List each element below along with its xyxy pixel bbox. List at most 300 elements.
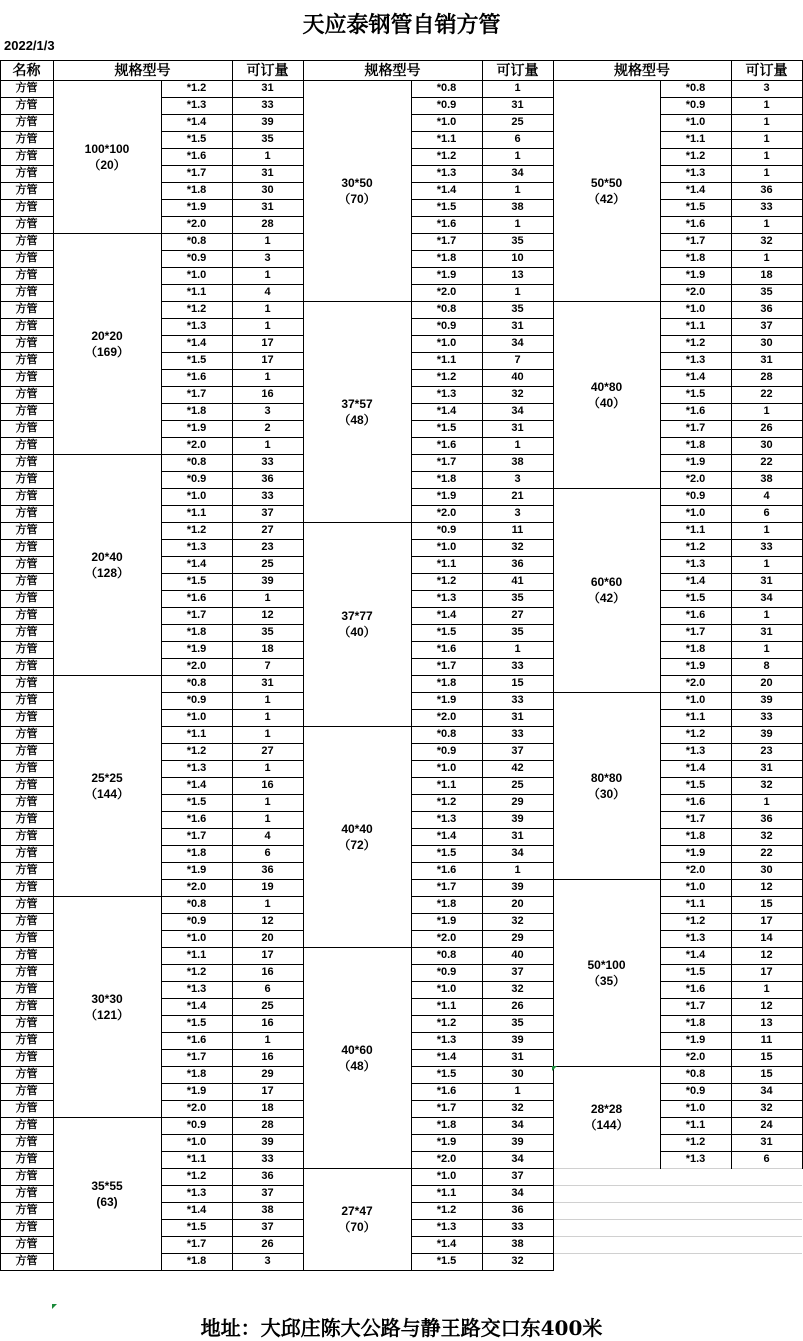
grid-line bbox=[0, 403, 53, 404]
qty-cell: 6 bbox=[763, 507, 770, 519]
thickness-cell: *2.0 bbox=[186, 660, 207, 672]
thickness-cell: *1.5 bbox=[685, 201, 706, 213]
qty-cell: 30 bbox=[760, 864, 773, 876]
qty-cell: 18 bbox=[760, 269, 773, 281]
grid-line-empty bbox=[553, 1219, 802, 1220]
thickness-cell: *1.3 bbox=[186, 762, 207, 774]
thickness-cell: *1.0 bbox=[436, 337, 457, 349]
qty-cell: 17 bbox=[261, 354, 274, 366]
spec-size: 80*80 bbox=[590, 770, 623, 785]
qty-cell: 31 bbox=[261, 82, 274, 94]
qty-cell: 38 bbox=[511, 456, 524, 468]
thickness-cell: *1.6 bbox=[186, 1034, 207, 1046]
grid-line bbox=[0, 998, 53, 999]
qty-cell: 32 bbox=[511, 983, 524, 995]
qty-cell: 37 bbox=[261, 507, 274, 519]
thickness-cell: *0.8 bbox=[186, 235, 207, 247]
qty-cell: 13 bbox=[511, 269, 524, 281]
spec-size: 40*80 bbox=[590, 379, 623, 394]
qty-cell: 31 bbox=[760, 762, 773, 774]
qty-cell: 12 bbox=[261, 915, 274, 927]
thickness-cell: *1.3 bbox=[186, 1187, 207, 1199]
thickness-cell: *1.9 bbox=[436, 490, 457, 502]
qty-cell: 31 bbox=[511, 99, 524, 111]
header-spec: 规格型号 bbox=[114, 62, 171, 78]
grid-line bbox=[0, 675, 53, 676]
thickness-cell: *1.7 bbox=[186, 830, 207, 842]
grid-line bbox=[553, 60, 554, 1271]
thickness-cell: *1.9 bbox=[685, 847, 706, 859]
thickness-cell: *1.6 bbox=[685, 609, 706, 621]
qty-cell: 36 bbox=[261, 864, 274, 876]
qty-cell: 32 bbox=[511, 388, 524, 400]
qty-cell: 3 bbox=[514, 507, 521, 519]
grid-line bbox=[0, 131, 53, 132]
qty-cell: 1 bbox=[763, 218, 770, 230]
qty-cell: 26 bbox=[261, 1238, 274, 1250]
qty-cell: 3 bbox=[514, 473, 521, 485]
cell-comment-marker bbox=[552, 1066, 557, 1071]
spec-cell bbox=[53, 675, 161, 896]
row-name: 方管 bbox=[15, 1051, 38, 1063]
row-name: 方管 bbox=[15, 745, 38, 757]
spec-size: 30*50 bbox=[341, 175, 373, 190]
thickness-cell: *1.7 bbox=[436, 660, 457, 672]
thickness-cell: *1.5 bbox=[186, 796, 207, 808]
thickness-cell: *1.8 bbox=[186, 405, 207, 417]
grid-line bbox=[0, 556, 53, 557]
qty-cell: 33 bbox=[760, 711, 773, 723]
thickness-cell: *1.4 bbox=[436, 609, 457, 621]
qty-cell: 28 bbox=[261, 1119, 274, 1131]
grid-line bbox=[0, 964, 53, 965]
thickness-cell: *0.8 bbox=[436, 303, 457, 315]
thickness-cell: *1.6 bbox=[685, 405, 706, 417]
header-spec: 规格型号 bbox=[614, 62, 670, 78]
thickness-cell: *2.0 bbox=[685, 864, 706, 876]
row-name: 方管 bbox=[15, 813, 38, 825]
grid-line bbox=[0, 182, 53, 183]
qty-cell: 1 bbox=[264, 592, 271, 604]
thickness-cell: *1.6 bbox=[186, 592, 207, 604]
thickness-cell: *1.9 bbox=[186, 864, 207, 876]
qty-cell: 31 bbox=[760, 354, 773, 366]
thickness-cell: *1.5 bbox=[186, 1221, 207, 1233]
grid-line bbox=[0, 60, 1, 1271]
thickness-cell: *1.9 bbox=[685, 456, 706, 468]
qty-cell: 33 bbox=[511, 660, 524, 672]
thickness-cell: *1.8 bbox=[685, 439, 706, 451]
grid-line bbox=[53, 675, 161, 676]
spec-size: 40*40 bbox=[341, 821, 373, 836]
thickness-cell: *1.2 bbox=[186, 966, 207, 978]
qty-cell: 17 bbox=[760, 966, 773, 978]
qty-cell: 38 bbox=[760, 473, 773, 485]
spec-size: 20*20 bbox=[91, 328, 123, 343]
thickness-cell: *2.0 bbox=[186, 1102, 207, 1114]
qty-cell: 23 bbox=[760, 745, 773, 757]
thickness-cell: *1.4 bbox=[685, 371, 706, 383]
qty-cell: 31 bbox=[261, 201, 274, 213]
qty-cell: 34 bbox=[511, 847, 524, 859]
spec-count: （40） bbox=[587, 395, 626, 410]
qty-cell: 28 bbox=[760, 371, 773, 383]
qty-cell: 19 bbox=[261, 881, 274, 893]
grid-line bbox=[0, 641, 53, 642]
qty-cell: 40 bbox=[511, 371, 524, 383]
thickness-cell: *1.0 bbox=[685, 116, 706, 128]
row-name: 方管 bbox=[15, 269, 38, 281]
thickness-cell: *2.0 bbox=[436, 507, 457, 519]
page-title: 天应泰钢管自销方管 bbox=[302, 12, 501, 38]
qty-cell: 1 bbox=[264, 320, 271, 332]
row-name: 方管 bbox=[15, 422, 38, 434]
thickness-cell: *1.7 bbox=[436, 235, 457, 247]
qty-cell: 1 bbox=[763, 133, 770, 145]
grid-line bbox=[0, 60, 802, 61]
thickness-cell: *1.3 bbox=[186, 541, 207, 553]
qty-cell: 29 bbox=[511, 796, 524, 808]
qty-cell: 1 bbox=[763, 796, 770, 808]
grid-line bbox=[0, 1202, 53, 1203]
thickness-cell: *1.7 bbox=[685, 1000, 706, 1012]
thickness-cell: *0.8 bbox=[436, 728, 457, 740]
spec-count: (63) bbox=[96, 1194, 118, 1209]
qty-cell: 11 bbox=[511, 524, 524, 536]
qty-cell: 1 bbox=[763, 983, 770, 995]
row-name: 方管 bbox=[15, 762, 38, 774]
qty-cell: 1 bbox=[264, 796, 271, 808]
qty-cell: 36 bbox=[261, 1170, 274, 1182]
thickness-cell: *1.3 bbox=[436, 167, 457, 179]
thickness-cell: *1.8 bbox=[685, 643, 706, 655]
thickness-cell: *0.9 bbox=[436, 524, 457, 536]
row-name: 方管 bbox=[15, 507, 38, 519]
spec-count: （121） bbox=[84, 1007, 130, 1022]
qty-cell: 1 bbox=[763, 167, 770, 179]
qty-cell: 22 bbox=[760, 847, 773, 859]
qty-cell: 1 bbox=[264, 269, 271, 281]
thickness-cell: *1.4 bbox=[186, 558, 207, 570]
qty-cell: 36 bbox=[760, 303, 773, 315]
thickness-cell: *1.3 bbox=[685, 167, 706, 179]
row-name: 方管 bbox=[15, 677, 38, 689]
qty-cell: 22 bbox=[760, 456, 773, 468]
thickness-cell: *1.9 bbox=[436, 1136, 457, 1148]
thickness-cell: *1.1 bbox=[186, 286, 207, 298]
qty-cell: 37 bbox=[261, 1187, 274, 1199]
qty-cell: 1 bbox=[264, 1034, 271, 1046]
thickness-cell: *1.2 bbox=[436, 150, 457, 162]
thickness-cell: *1.7 bbox=[685, 813, 706, 825]
thickness-cell: *0.9 bbox=[186, 252, 207, 264]
thickness-cell: *0.8 bbox=[186, 456, 207, 468]
qty-cell: 32 bbox=[511, 915, 524, 927]
grid-line bbox=[0, 607, 53, 608]
row-name: 方管 bbox=[15, 796, 38, 808]
thickness-cell: *1.8 bbox=[186, 1068, 207, 1080]
qty-cell: 26 bbox=[760, 422, 773, 434]
qty-cell: 25 bbox=[511, 779, 524, 791]
thickness-cell: *1.2 bbox=[186, 745, 207, 757]
thickness-cell: *1.4 bbox=[186, 116, 207, 128]
thickness-cell: *2.0 bbox=[186, 881, 207, 893]
qty-cell: 1 bbox=[514, 218, 521, 230]
thickness-cell: *1.2 bbox=[685, 728, 706, 740]
grid-line bbox=[0, 1134, 53, 1135]
qty-cell: 31 bbox=[760, 626, 773, 638]
thickness-cell: *2.0 bbox=[436, 711, 457, 723]
thickness-cell: *1.0 bbox=[186, 932, 207, 944]
qty-cell: 1 bbox=[264, 371, 271, 383]
spec-cell bbox=[553, 1066, 660, 1168]
thickness-cell: *1.9 bbox=[186, 643, 207, 655]
spec-size: 28*28 bbox=[590, 1102, 623, 1116]
thickness-cell: *1.2 bbox=[685, 337, 706, 349]
thickness-cell: *1.9 bbox=[685, 269, 706, 281]
spec-cell bbox=[53, 1117, 161, 1270]
qty-cell: 35 bbox=[511, 592, 524, 604]
thickness-cell: *1.0 bbox=[685, 881, 706, 893]
thickness-cell: *2.0 bbox=[436, 932, 457, 944]
grid-line bbox=[0, 1270, 553, 1271]
spec-cell bbox=[553, 80, 660, 301]
row-name: 方管 bbox=[15, 150, 38, 162]
thickness-cell: *1.1 bbox=[685, 320, 706, 332]
thickness-cell: *1.7 bbox=[186, 1051, 207, 1063]
thickness-cell: *0.9 bbox=[436, 966, 457, 978]
thickness-cell: *1.4 bbox=[685, 949, 706, 961]
thickness-cell: *2.0 bbox=[436, 286, 457, 298]
grid-line bbox=[53, 896, 161, 897]
qty-cell: 39 bbox=[511, 813, 524, 825]
header-name: 名称 bbox=[12, 62, 41, 78]
row-name: 方管 bbox=[15, 82, 38, 94]
thickness-cell: *1.2 bbox=[436, 1204, 457, 1216]
qty-cell: 1 bbox=[514, 286, 521, 298]
thickness-cell: *1.0 bbox=[436, 541, 457, 553]
row-name: 方管 bbox=[15, 541, 38, 553]
qty-cell: 35 bbox=[511, 303, 524, 315]
grid-line-empty bbox=[553, 1253, 802, 1254]
qty-cell: 32 bbox=[760, 830, 773, 842]
qty-cell: 29 bbox=[511, 932, 524, 944]
qty-cell: 32 bbox=[511, 1102, 524, 1114]
thickness-cell: *1.5 bbox=[186, 133, 207, 145]
qty-cell: 20 bbox=[511, 898, 524, 910]
grid-line-empty bbox=[553, 1202, 802, 1203]
spec-cell bbox=[553, 301, 660, 488]
thickness-cell: *2.0 bbox=[685, 677, 706, 689]
qty-cell: 6 bbox=[264, 983, 271, 995]
thickness-cell: *1.1 bbox=[186, 949, 207, 961]
row-name: 方管 bbox=[15, 626, 38, 638]
thickness-cell: *1.0 bbox=[186, 269, 207, 281]
qty-cell: 35 bbox=[511, 235, 524, 247]
thickness-cell: *0.9 bbox=[186, 694, 207, 706]
grid-line bbox=[0, 743, 53, 744]
thickness-cell: *1.2 bbox=[186, 524, 207, 536]
thickness-cell: *1.5 bbox=[436, 1068, 457, 1080]
thickness-cell: *0.9 bbox=[685, 99, 706, 111]
grid-line bbox=[0, 386, 53, 387]
qty-cell: 35 bbox=[261, 133, 274, 145]
thickness-cell: *1.7 bbox=[186, 167, 207, 179]
thickness-cell: *1.3 bbox=[436, 813, 457, 825]
qty-cell: 34 bbox=[511, 167, 524, 179]
qty-cell: 16 bbox=[261, 779, 274, 791]
thickness-cell: *1.0 bbox=[685, 303, 706, 315]
spec-size: 50*50 bbox=[590, 175, 623, 190]
thickness-cell: *2.0 bbox=[186, 439, 207, 451]
thickness-cell: *1.2 bbox=[186, 1170, 207, 1182]
spec-count: （70） bbox=[338, 191, 376, 206]
thickness-cell: *1.5 bbox=[186, 354, 207, 366]
row-name: 方管 bbox=[15, 1102, 38, 1114]
row-name: 方管 bbox=[15, 779, 38, 791]
row-name: 方管 bbox=[15, 660, 38, 672]
thickness-cell: *1.1 bbox=[685, 1119, 706, 1131]
qty-cell: 25 bbox=[511, 116, 524, 128]
header-qty: 可订量 bbox=[496, 62, 539, 78]
spec-size: 25*25 bbox=[91, 770, 123, 785]
grid-line bbox=[232, 60, 233, 1271]
qty-cell: 14 bbox=[760, 932, 773, 944]
qty-cell: 2 bbox=[264, 422, 271, 434]
header-qty: 可订量 bbox=[246, 62, 289, 78]
thickness-cell: *1.6 bbox=[186, 371, 207, 383]
grid-line bbox=[660, 80, 661, 1169]
row-name: 方管 bbox=[15, 966, 38, 978]
thickness-cell: *0.9 bbox=[186, 915, 207, 927]
grid-line bbox=[0, 80, 802, 81]
row-name: 方管 bbox=[15, 1119, 38, 1131]
qty-cell: 15 bbox=[511, 677, 524, 689]
qty-cell: 34 bbox=[760, 592, 773, 604]
qty-cell: 33 bbox=[511, 694, 524, 706]
qty-cell: 6 bbox=[763, 1153, 770, 1165]
row-name: 方管 bbox=[15, 1000, 38, 1012]
grid-line bbox=[0, 1032, 53, 1033]
thickness-cell: *1.9 bbox=[436, 269, 457, 281]
spec-cell bbox=[303, 726, 411, 947]
thickness-cell: *0.9 bbox=[436, 745, 457, 757]
grid-line bbox=[303, 60, 304, 1271]
qty-cell: 33 bbox=[760, 201, 773, 213]
thickness-cell: *1.5 bbox=[436, 626, 457, 638]
qty-cell: 33 bbox=[261, 490, 274, 502]
thickness-cell: *1.0 bbox=[436, 116, 457, 128]
qty-cell: 1 bbox=[264, 728, 271, 740]
qty-cell: 11 bbox=[760, 1034, 773, 1046]
grid-line bbox=[0, 828, 53, 829]
qty-cell: 31 bbox=[261, 677, 274, 689]
thickness-cell: *1.7 bbox=[685, 422, 706, 434]
qty-cell: 17 bbox=[261, 949, 274, 961]
spec-count: （35） bbox=[587, 973, 626, 988]
row-name: 方管 bbox=[15, 286, 38, 298]
thickness-cell: *2.0 bbox=[186, 218, 207, 230]
row-name: 方管 bbox=[15, 864, 38, 876]
thickness-cell: *1.1 bbox=[186, 507, 207, 519]
thickness-cell: *1.4 bbox=[685, 575, 706, 587]
spec-cell bbox=[553, 488, 660, 692]
qty-cell: 39 bbox=[760, 694, 773, 706]
qty-cell: 28 bbox=[261, 218, 274, 230]
spec-cell bbox=[53, 454, 161, 675]
qty-cell: 16 bbox=[261, 1051, 274, 1063]
qty-cell: 15 bbox=[760, 1068, 773, 1080]
thickness-cell: *1.3 bbox=[186, 99, 207, 111]
spec-count: （42） bbox=[587, 591, 626, 605]
thickness-cell: *0.8 bbox=[186, 677, 207, 689]
row-name: 方管 bbox=[15, 524, 38, 536]
qty-cell: 4 bbox=[763, 490, 770, 502]
thickness-cell: *1.0 bbox=[436, 1170, 457, 1182]
thickness-cell: *1.1 bbox=[685, 133, 706, 145]
grid-line bbox=[0, 267, 53, 268]
qty-cell: 7 bbox=[514, 354, 521, 366]
qty-cell: 30 bbox=[760, 337, 773, 349]
grid-line bbox=[0, 1236, 53, 1237]
thickness-cell: *1.3 bbox=[436, 592, 457, 604]
qty-cell: 1 bbox=[763, 150, 770, 162]
qty-cell: 35 bbox=[511, 626, 524, 638]
thickness-cell: *1.2 bbox=[436, 1017, 457, 1029]
qty-cell: 34 bbox=[511, 1119, 524, 1131]
qty-cell: 10 bbox=[511, 252, 524, 264]
qty-cell: 1 bbox=[264, 303, 271, 315]
thickness-cell: *1.7 bbox=[685, 235, 706, 247]
qty-cell: 31 bbox=[760, 575, 773, 587]
qty-cell: 1 bbox=[514, 864, 521, 876]
qty-cell: 16 bbox=[261, 966, 274, 978]
row-name: 方管 bbox=[15, 1153, 38, 1165]
grid-line bbox=[0, 471, 53, 472]
qty-cell: 31 bbox=[511, 422, 524, 434]
qty-cell: 37 bbox=[261, 1221, 274, 1233]
grid-line bbox=[0, 624, 53, 625]
qty-cell: 33 bbox=[511, 728, 524, 740]
spec-count: （48） bbox=[338, 1058, 376, 1073]
thickness-cell: *1.5 bbox=[436, 422, 457, 434]
thickness-cell: *1.2 bbox=[685, 915, 706, 927]
thickness-cell: *1.0 bbox=[436, 983, 457, 995]
grid-line bbox=[0, 913, 53, 914]
thickness-cell: *1.3 bbox=[685, 1153, 706, 1165]
thickness-cell: *1.9 bbox=[685, 1034, 706, 1046]
grid-line bbox=[0, 981, 53, 982]
spec-count: （70） bbox=[338, 1220, 376, 1234]
thickness-cell: *1.8 bbox=[685, 252, 706, 264]
spec-size: 100*100 bbox=[84, 141, 130, 156]
grid-line bbox=[303, 301, 411, 302]
thickness-cell: *1.4 bbox=[436, 1051, 457, 1063]
grid-line bbox=[0, 794, 53, 795]
thickness-cell: *1.7 bbox=[186, 388, 207, 400]
thickness-cell: *1.9 bbox=[186, 422, 207, 434]
qty-cell: 38 bbox=[511, 201, 524, 213]
thickness-cell: *1.4 bbox=[436, 405, 457, 417]
qty-cell: 41 bbox=[511, 575, 524, 587]
grid-line bbox=[53, 1117, 161, 1118]
spec-cell bbox=[53, 80, 161, 233]
row-name: 方管 bbox=[15, 1068, 38, 1080]
thickness-cell: *1.8 bbox=[186, 626, 207, 638]
header-qty: 可订量 bbox=[745, 62, 788, 78]
row-name: 方管 bbox=[15, 915, 38, 927]
grid-line bbox=[0, 1117, 53, 1118]
